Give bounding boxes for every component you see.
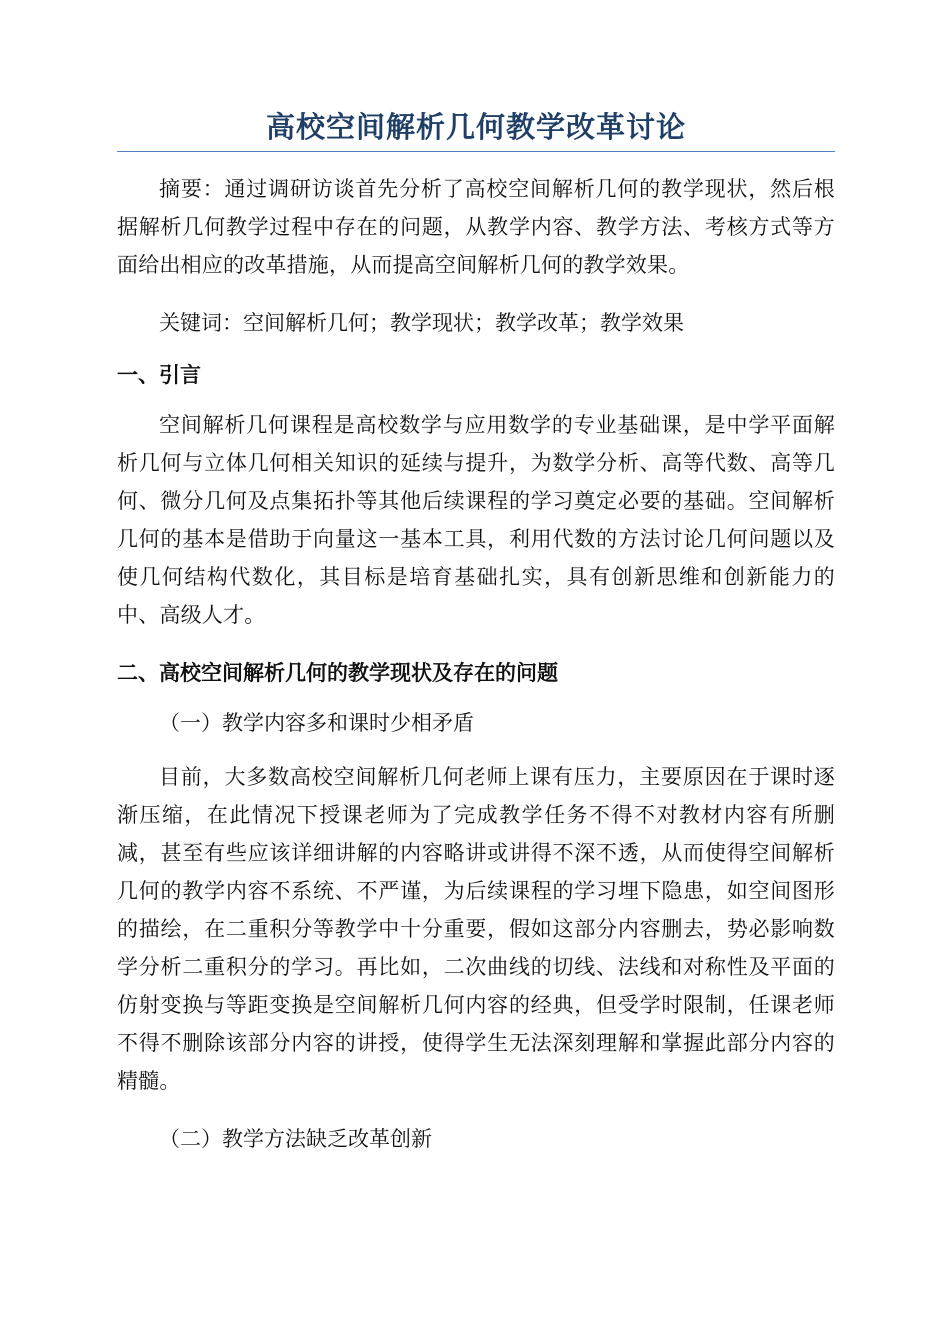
introduction-paragraph: 空间解析几何课程是高校数学与应用数学的专业基础课，是中学平面解析几何与立体几何相关知识的延续与提升，为数学分析、高等代数、高等几何、微分几何及点集拓扑等其他后续课程的学习奠定必要的基础。空间解析几何的基本是借助于向量这一基本工具，利用代数的方法讨论几何问题以及使几何结构代数化，其目标是培育基础扎实，具有创新思维和创新能力的中、高级人才。 [117, 413, 835, 628]
title-underline [117, 151, 835, 152]
page-title: 高校空间解析几何教学改革讨论 [265, 110, 686, 144]
abstract-paragraph: 摘要：通过调研访谈首先分析了高校空间解析几何的教学现状，然后根据解析几何教学过程中存在的问题，从教学内容、教学方法、考核方式等方面给出相应的改革措施，从而提高空间解析几何的教学效果。 [117, 177, 835, 278]
subsection-heading-methods: （二）教学方法缺乏改革创新 [159, 1127, 432, 1152]
subsection-heading-content: （一）教学内容多和课时少相矛盾 [159, 711, 474, 736]
section-heading-status: 二、高校空间解析几何的教学现状及存在的问题 [117, 661, 558, 686]
content-paragraph: 目前，大多数高校空间解析几何老师上课有压力，主要原因在于课时逐渐压缩，在此情况下授课老师为了完成教学任务不得不对教材内容有所删减，甚至有些应该详细讲解的内容略讲或讲得不深不透，从而使得空间解析几何的教学内容不系统、不严谨，为后续课程的学习埋下隐患，如空间图形的描绘，在二重积分等教学中十分重要，假如这部分内容删去，势必影响数学分析二重积分的学习。再比如，二次曲线的切线、法线和对称性及平面的仿射变换与等距变换是空间解析几何内容的经典，但受学时限制，任课老师不得不删除该部分内容的讲授，使得学生无法深刻理解和掌握此部分内容的精髓。 [117, 765, 835, 1094]
keywords-line: 关键词：空间解析几何；教学现状；教学改革；教学效果 [159, 311, 684, 336]
document-page [117, 108, 835, 1174]
section-heading-introduction: 一、引言 [117, 363, 201, 388]
